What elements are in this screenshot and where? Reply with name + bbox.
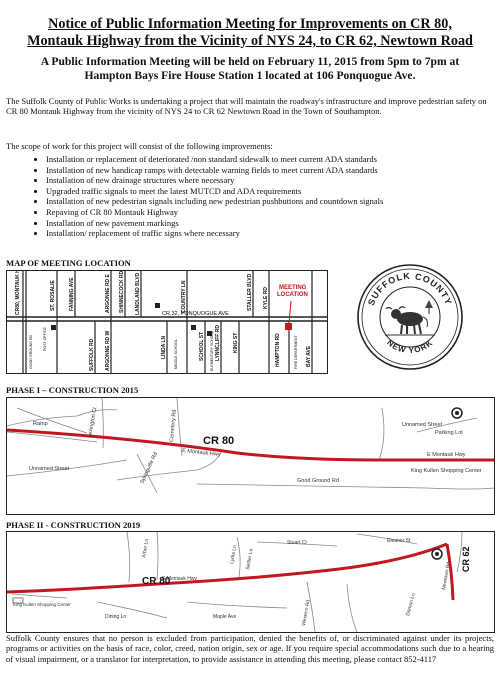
- phase2-route-line-1: [7, 544, 447, 592]
- phase1-route-label: CR 80: [203, 435, 235, 447]
- place-label: POST OFFICE: [43, 327, 47, 351]
- map-label: Springville Rd: [139, 451, 160, 485]
- place-label: ELEMENTARY SCHOOL: [210, 330, 214, 371]
- map-label: King Kullen Shopping Center: [411, 468, 482, 474]
- street-label: SCHOOL ST: [199, 331, 205, 361]
- road-label: CR.32, PONQUOGUE AVE: [162, 311, 229, 317]
- phase2-map-drawing: [7, 532, 494, 632]
- footer-notice: Suffolk County ensures that no person is excluded from participation, denied the benefits of, or discriminated against under its projects, programs or activities on the basis of race, color, creed, nation origin, sex or age. If you require special accommodations such due to a hearing of visual impairment, or a translator for interpretation, to provide assistance in attending this meeting, please contact 852-4117: [6, 633, 494, 664]
- street-label: CR80, MONTAUK HWY: [15, 271, 21, 315]
- scope-intro: The scope of work for this project will consist of the following improvements:: [6, 141, 273, 151]
- map-label: Ramp: [33, 421, 48, 427]
- place-label: GOOD GROUND RD: [29, 334, 33, 369]
- meeting-line-2: Hampton Bays Fire House Station 1 located at 106 Ponquogue Ave.: [84, 69, 416, 82]
- meeting-line-1: A Public Information Meeting will be held on February 11, 2015 from 5pm to 7pm at: [40, 55, 460, 68]
- street-label: LYNNCLIFF RD: [215, 325, 221, 361]
- seal-text-top: SUFFOLK COUNTY: [366, 270, 454, 307]
- map-label: E Montauk Hwy: [427, 452, 466, 458]
- street-label: ARGONNE RD E: [105, 274, 111, 313]
- phase2-heading: PHASE II - CONSTRUCTION 2019: [6, 520, 141, 530]
- map-label: Western Rd: [301, 599, 312, 627]
- intro-paragraph: The Suffolk County of Public Works is undertaking a project that will maintain the roadway's infrastructure and improve pedestrian safety on CR 80 Montauk Highway from the vicinity of NYS 24 to CR 62 Newtown Road in the Town of Southampton.: [6, 96, 487, 117]
- phase1-heading: PHASE I – CONSTRUCTION 2015: [6, 385, 139, 395]
- scope-list: [30, 154, 383, 239]
- map-label: Cemetery Rd: [169, 409, 178, 443]
- street-label: KYLE RD: [263, 287, 269, 309]
- map-label: Arbor Ln: [141, 538, 151, 559]
- map-label: Settler Ln: [245, 548, 255, 571]
- location-map: [6, 270, 328, 374]
- street-label: SUFFOLK RD: [89, 338, 95, 371]
- scope-item: • Installation of new pedestrian signals including new pedestrian pushbuttons and countdown signals: [46, 196, 383, 207]
- street-label: COUNTRY LN: [181, 280, 187, 313]
- street-label: SHINNECOCK RD: [119, 271, 125, 313]
- map-label: E Montauk Hwy: [162, 576, 198, 582]
- place-label: MIDDLE SCHOOL: [174, 339, 178, 369]
- scope-item: • Installation/ replacement of traffic signs where necessary: [46, 228, 383, 239]
- phase2-route-label-2: CR 62: [461, 546, 471, 572]
- map-label: Good Ground Rd: [297, 478, 339, 484]
- phase1-route-line: [7, 430, 494, 460]
- map-label: Lexington Ct: [87, 406, 99, 439]
- map-label: Maple Ave: [213, 614, 237, 620]
- street-label: HAMPTON RD: [275, 333, 281, 367]
- map-label: Lydia Ln: [229, 544, 239, 565]
- street-label: FANNING AVE: [69, 277, 75, 311]
- notice-title: [0, 16, 500, 50]
- street-label: BAY AVE: [306, 345, 312, 367]
- scope-item: • Installation of new drainage structures where necessary: [46, 175, 383, 186]
- phase2-map: [6, 531, 495, 633]
- location-map-drawing: [7, 271, 327, 373]
- title-line-1: Notice of Public Information Meeting for Improvements on CR 80,: [48, 16, 452, 32]
- meeting-label-1: MEETING: [279, 285, 307, 291]
- county-seal-emblem: [355, 262, 465, 372]
- title-line-2: Montauk Highway from the Vicinity of NYS 24, to CR 62, Newtown Road: [27, 33, 473, 49]
- map-label: Parking Lot: [435, 430, 463, 436]
- street-label: LINDA LN: [161, 335, 167, 359]
- map-label: Dining Ln: [105, 614, 127, 620]
- street-label: KING ST: [233, 332, 239, 353]
- phase2-route-label: CR 80: [142, 576, 171, 587]
- scope-item: • Installation or replacement of deteriorated /non standard sidewalk to meet current ADA standards: [46, 154, 383, 165]
- scope-item: • Repaving of CR 80 Montauk Highway: [46, 207, 383, 218]
- map-label: Stuart Ct: [287, 540, 307, 546]
- map-label: Newtown Rd: [441, 561, 452, 591]
- map-label: E Montauk Hwy: [181, 448, 221, 459]
- street-label: STALLER BLVD: [247, 273, 253, 311]
- street-label: ARGONNE RD W: [105, 330, 111, 371]
- place-label: FIRE DEPARTMENT: [294, 335, 298, 369]
- scope-item: • Upgraded traffic signals to meet the latest MUTCD and ADA requirements: [46, 186, 383, 197]
- scope-item: • Installation of new pavement markings: [46, 218, 383, 229]
- map-label: Eleanor St: [387, 538, 411, 544]
- map-heading: MAP OF MEETING LOCATION: [6, 258, 131, 268]
- phase1-map-drawing: [7, 398, 494, 514]
- map-label: Unnamed Street: [29, 466, 70, 472]
- phase1-map: [6, 397, 495, 515]
- meeting-details: [0, 55, 500, 83]
- county-seal: [355, 262, 465, 372]
- street-label: ST. ROSALIE: [50, 280, 56, 311]
- scope-item: • Installation of new handicap ramps with detectable warning fields to meet current ADA standards: [46, 165, 383, 176]
- meeting-label-2: LOCATION: [277, 292, 308, 298]
- seal-text-bottom: NEW YORK: [385, 337, 435, 356]
- map-label: Damon Ln: [405, 592, 417, 617]
- street-label: LANDLAND BLVD: [135, 272, 141, 315]
- map-label: Unnamed Street: [402, 422, 443, 428]
- map-label: King Kullen Shopping Center: [13, 602, 71, 607]
